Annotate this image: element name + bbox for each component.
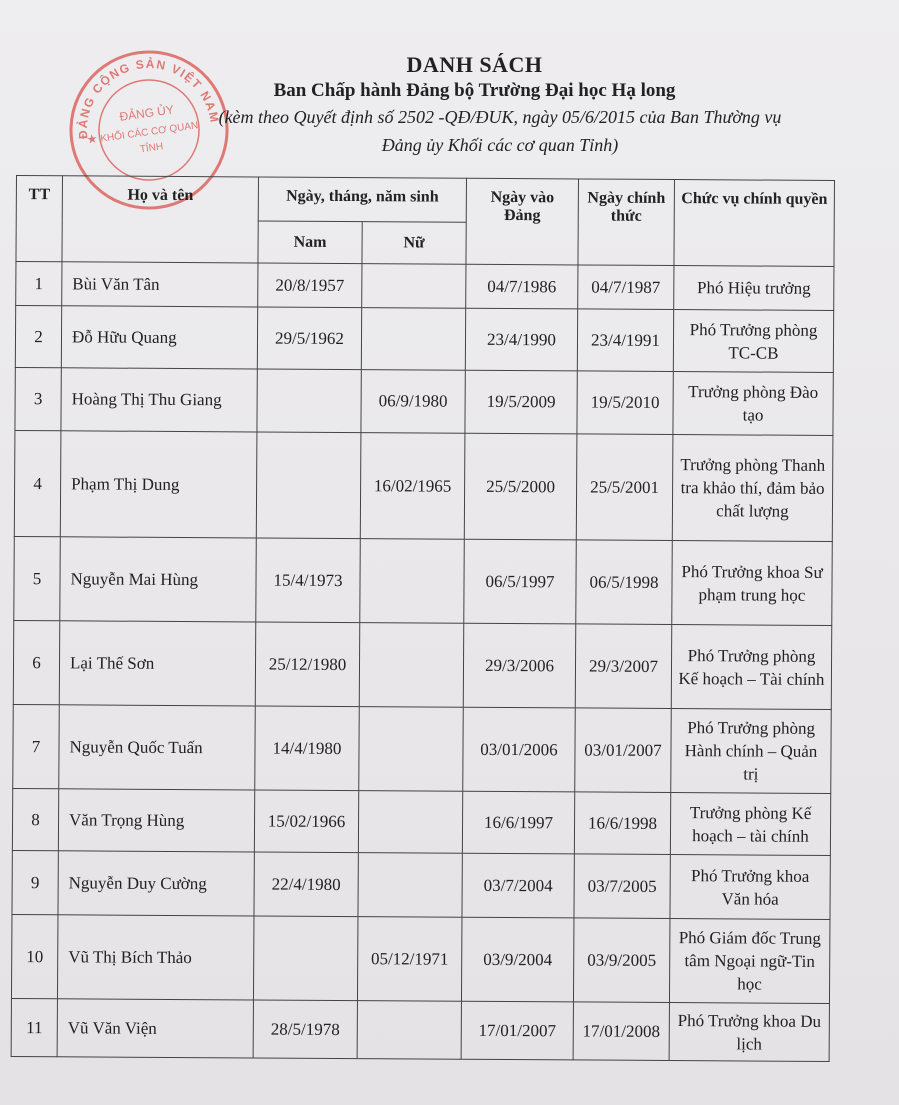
dob-male-cell bbox=[253, 916, 358, 1001]
dob-female-cell bbox=[360, 539, 465, 624]
table-row bbox=[16, 262, 834, 311]
official-date-cell: 17/01/2008 bbox=[573, 1002, 669, 1061]
dob-female-cell bbox=[361, 308, 465, 371]
document-title: DANH SÁCH bbox=[406, 52, 543, 77]
join-date-cell: 04/7/1986 bbox=[466, 264, 578, 309]
header-dob: Ngày, tháng, năm sinh bbox=[258, 177, 466, 222]
dob-female-cell bbox=[358, 853, 462, 918]
member-list-table bbox=[11, 175, 835, 1062]
position-cell: Phó Trưởng phòng Kế hoạch – Tài chính bbox=[671, 625, 832, 710]
header-join-date: Ngày vào Đảng bbox=[466, 178, 579, 265]
row-number-cell: 4 bbox=[14, 430, 61, 536]
table-row bbox=[12, 850, 830, 919]
position-cell: Trưởng phòng Thanh tra khảo thí, đảm bảo chất lượng bbox=[672, 435, 833, 542]
join-date-cell: 03/9/2004 bbox=[461, 917, 574, 1002]
row-number-cell: 6 bbox=[13, 620, 60, 704]
dob-female-cell: 16/02/1965 bbox=[360, 433, 465, 540]
join-date-cell: 16/6/1997 bbox=[462, 791, 574, 854]
member-name-cell: Nguyễn Mai Hùng bbox=[60, 537, 257, 622]
dob-male-cell: 25/12/1980 bbox=[255, 622, 360, 707]
table-row bbox=[14, 536, 832, 625]
member-name-cell: Văn Trọng Hùng bbox=[58, 789, 254, 852]
header-female: Nữ bbox=[362, 222, 466, 265]
stamp-outer-text: ĐẢNG CỘNG SẢN VIỆT NAM bbox=[75, 56, 222, 140]
document-subtitle: Ban Chấp hành Đảng bộ Trường Đại học Hạ long bbox=[273, 80, 676, 101]
row-number-cell: 5 bbox=[14, 536, 61, 620]
table-row bbox=[11, 914, 829, 1003]
member-name-cell: Vũ Văn Viện bbox=[57, 999, 253, 1058]
dob-female-cell bbox=[357, 1001, 461, 1060]
join-date-cell: 03/7/2004 bbox=[462, 853, 574, 918]
table-row bbox=[13, 704, 831, 793]
official-date-cell: 06/5/1998 bbox=[576, 540, 673, 625]
row-number-cell: 3 bbox=[15, 367, 61, 430]
header-male: Nam bbox=[258, 221, 362, 264]
document-header bbox=[0, 52, 899, 159]
row-number-cell: 2 bbox=[15, 306, 61, 368]
join-date-cell: 29/3/2006 bbox=[463, 623, 576, 708]
official-date-cell: 03/01/2007 bbox=[575, 708, 672, 793]
position-cell: Phó Giám đốc Trung tâm Ngoại ngữ-Tin học bbox=[669, 919, 830, 1004]
official-date-cell: 23/4/1991 bbox=[577, 309, 673, 372]
position-cell: Phó Trưởng phòng Hành chính – Quản trị bbox=[671, 709, 832, 794]
member-name-cell: Lại Thế Sơn bbox=[59, 621, 256, 706]
row-number-cell: 1 bbox=[16, 262, 62, 306]
note-line-1: (kèm theo Quyết định số 2502 -QĐ/ĐUK, ngày 05/6/2015 của Ban Thường vụ bbox=[218, 107, 782, 127]
dob-male-cell: 20/8/1957 bbox=[258, 263, 362, 308]
official-date-cell: 03/9/2005 bbox=[573, 918, 670, 1003]
join-date-cell: 23/4/1990 bbox=[465, 308, 577, 371]
official-date-cell: 16/6/1998 bbox=[574, 792, 670, 855]
member-name-cell: Hoàng Thị Thu Giang bbox=[61, 368, 257, 432]
note-line-2: Đảng ủy Khối các cơ quan Tỉnh) bbox=[381, 135, 619, 155]
dob-male-cell bbox=[257, 369, 361, 433]
join-date-cell: 06/5/1997 bbox=[464, 539, 577, 624]
member-name-cell: Phạm Thị Dung bbox=[60, 431, 257, 538]
row-number-cell: 11 bbox=[11, 998, 57, 1056]
table-row bbox=[12, 788, 830, 855]
dob-female-cell: 06/9/1980 bbox=[361, 370, 465, 434]
document-note bbox=[150, 103, 850, 159]
header-official-date: Ngày chính thức bbox=[578, 179, 675, 266]
position-cell: Phó Trưởng khoa Văn hóa bbox=[670, 855, 830, 920]
position-cell: Trưởng phòng Đào tạo bbox=[673, 372, 833, 436]
header-position: Chức vụ chính quyền bbox=[674, 180, 835, 267]
header-name: Họ và tên bbox=[62, 176, 259, 263]
table-row bbox=[13, 620, 831, 709]
position-cell: Phó Trưởng khoa Du lịch bbox=[669, 1003, 829, 1062]
row-number-cell: 8 bbox=[12, 788, 58, 850]
table-row bbox=[15, 306, 833, 373]
dob-female-cell bbox=[359, 707, 464, 792]
member-name-cell: Nguyễn Duy Cường bbox=[58, 851, 254, 916]
stamp-line-1: ĐẢNG ỦY bbox=[118, 102, 175, 124]
dob-male-cell: 22/4/1980 bbox=[254, 852, 358, 917]
official-date-cell: 29/3/2007 bbox=[575, 624, 672, 709]
dob-male-cell: 14/4/1980 bbox=[255, 706, 360, 791]
official-date-cell: 25/5/2001 bbox=[576, 434, 673, 541]
stamp-line-3: TỈNH bbox=[139, 141, 164, 156]
dob-male-cell: 15/4/1973 bbox=[256, 538, 361, 623]
table-row bbox=[11, 998, 829, 1061]
member-name-cell: Vũ Thị Bích Thảo bbox=[57, 915, 254, 1000]
join-date-cell: 17/01/2007 bbox=[461, 1001, 573, 1060]
dob-female-cell bbox=[358, 791, 462, 854]
position-cell: Phó Hiệu trưởng bbox=[674, 266, 834, 311]
member-name-cell: Đỗ Hữu Quang bbox=[61, 306, 257, 369]
stamp-star-icon: ★ bbox=[85, 131, 99, 147]
dob-female-cell: 05/12/1971 bbox=[357, 917, 462, 1002]
dob-male-cell: 28/5/1978 bbox=[253, 1000, 357, 1059]
row-number-cell: 9 bbox=[12, 850, 58, 914]
row-number-cell: 7 bbox=[13, 704, 60, 788]
dob-male-cell: 15/02/1966 bbox=[254, 790, 358, 853]
join-date-cell: 25/5/2000 bbox=[464, 433, 577, 540]
table-row bbox=[14, 430, 833, 541]
table-row bbox=[15, 367, 833, 435]
dob-male-cell: 29/5/1962 bbox=[257, 307, 361, 370]
position-cell: Phó Trưởng khoa Sư phạm trung học bbox=[672, 541, 833, 626]
join-date-cell: 19/5/2009 bbox=[465, 370, 577, 434]
member-name-cell: Bùi Văn Tân bbox=[62, 262, 258, 307]
dob-female-cell bbox=[362, 264, 466, 309]
dob-male-cell bbox=[256, 432, 361, 539]
official-date-cell: 03/7/2005 bbox=[574, 854, 670, 919]
official-date-cell: 19/5/2010 bbox=[577, 371, 673, 435]
position-cell: Trưởng phòng Kế hoạch – tài chính bbox=[670, 793, 830, 856]
member-name-cell: Nguyễn Quốc Tuấn bbox=[59, 705, 256, 790]
join-date-cell: 03/01/2006 bbox=[463, 707, 576, 792]
official-date-cell: 04/7/1987 bbox=[578, 265, 674, 310]
dob-female-cell bbox=[359, 623, 464, 708]
position-cell: Phó Trưởng phòng TC-CB bbox=[673, 310, 833, 373]
stamp-line-2: KHỐI CÁC CƠ QUAN bbox=[99, 120, 199, 145]
row-number-cell: 10 bbox=[11, 914, 58, 998]
header-tt: TT bbox=[16, 176, 63, 262]
